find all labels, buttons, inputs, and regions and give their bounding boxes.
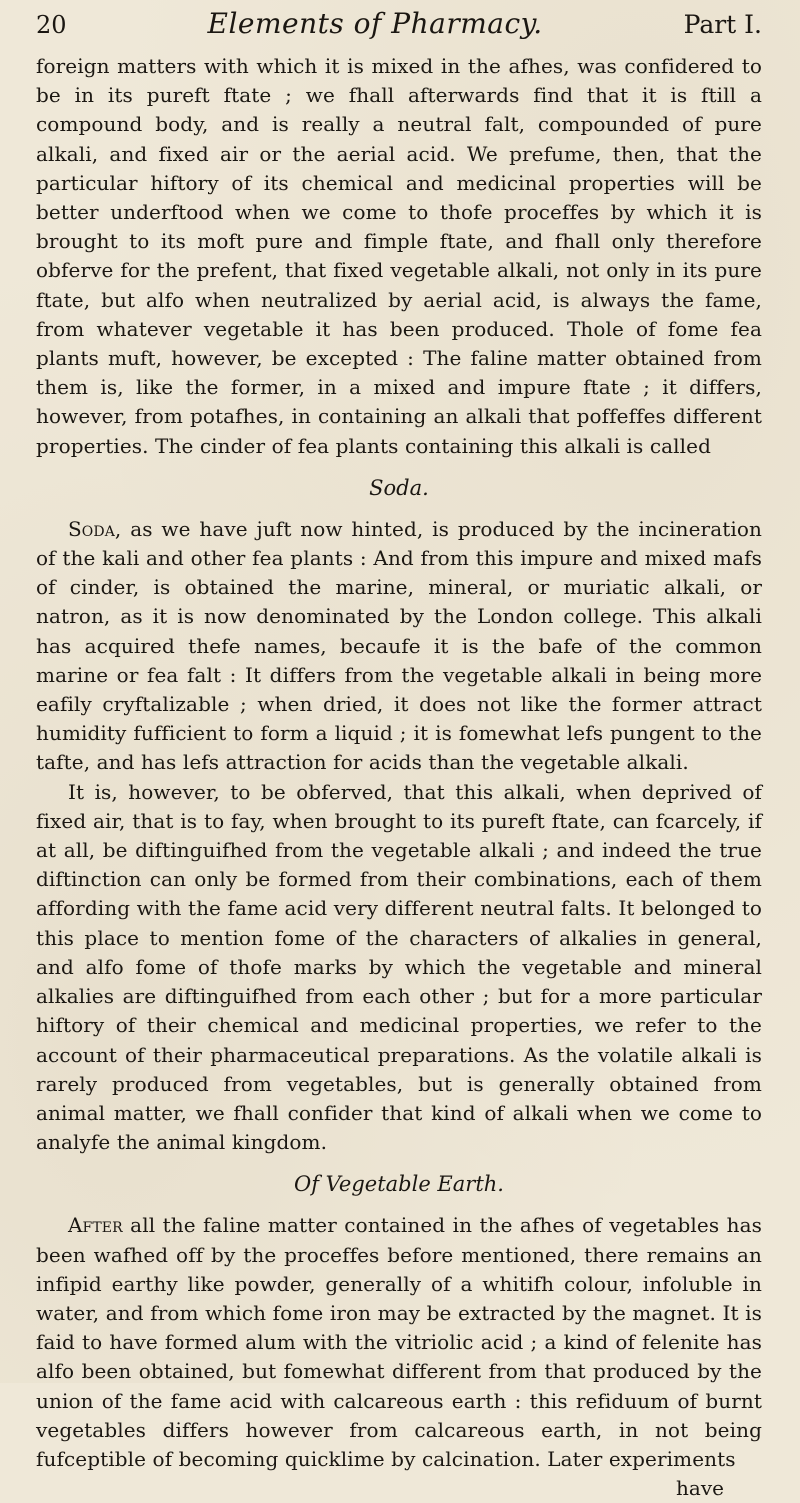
paragraph-potash: foreign matters with which it is mixed in the afhes, was confidered to be in its pureft ftate ; we fhall afterwards find that it is ftill a compound body, and is really a neutral falt, compounded of pure alkali, and fixed air or the aerial acid. We prefume, then, that the particular hiftory of its chemical and medicinal properties will be better underftood when we come to thofe proceffes by which it is brought to its moft pure and fimple ftate, and fhall only therefore obferve for the prefent, that fixed vegetable alkali, not only in its pure ftate, but alfo when neutralized by aerial acid, is always the fame, from whatever vegetable it has been produced. Thole of fome fea plants muft, however, be excepted : The faline matter obtained from them is, like the former, in a mixed and impure ftate ; it differs, however, from potafhes, in containing an alkali that poffeffes different properties. The cinder of fea plants containing this alkali is called xyxy=(36,54,762,458)
paragraph-soda-body: as we have juft now hinted, is produced by the incineration of the kali and other fea plants : And from this impure and mixed mafs of cinder, is obtained the marine, mineral, or muriatic alkali, or natron, as it is now denominated by the London college. This alkali has acquired thefe names, becaufe it is the bafe of the common marine or fea falt : It differs from the vegetable alkali in being more eafily cryftalizable ; when dried, it does not like the former attract humidity fufficient to form a liquid ; it is fomewhat lefs pungent to the tafte, and has lefs attraction for acids than the vegetable alkali. xyxy=(36,516,762,775)
paragraph-earth-body: all the faline matter contained in the afhes of vegetables has been wafhed off by the proceffes before mentioned, there remains an infipid earthy like powder, generally of a whitifh colour, infoluble in water, and from which fome iron may be extracted by the magnet. It is faid to have formed alum with the vitriolic acid ; a kind of felenite has alfo been obtained, but fomewhat different from that produced by the union of the fame acid with calcareous earth : this refiduum of burnt vegetables differs however from calcareous earth, in not being fufceptible of becoming quicklime by calcination. Later experiments xyxy=(36,1213,762,1471)
section-heading-vegetable-earth: Of Vegetable Earth. xyxy=(294,1172,504,1197)
catchword: have xyxy=(676,1476,724,1501)
paragraph-earth-lead: After xyxy=(68,1213,123,1238)
paragraph-soda-lead: Soda, xyxy=(68,516,122,541)
book-title: Elements of Pharmacy. xyxy=(207,7,543,40)
running-head xyxy=(36,8,762,44)
part-label: Part I. xyxy=(683,10,762,39)
paragraph-alkali-distinction: It is, however, to be obferved, that this alkali, when deprived of fixed air, that is to fay, when brought to its pureft ftate, can fcarcely, if at all, be diftinguifhed from the vegetable alkali ; and indeed the true diftinction can only be formed from their combinations, each of them affording with the fame acid very different neutral falts. It belonged to this place to mention fome of the characters of alkalies in general, and alfo fome of thofe marks by which the vegetable and mineral alkalies are diftinguifhed from each other ; but for a more particular hiftory of their chemical and medicinal properties, we refer to the account of their pharmaceutical preparations. As the volatile alkali is rarely produced from vegetables, but is generally obtained from animal matter, we fhall confider that kind of alkali when we come to analyfe the animal kingdom. xyxy=(36,779,762,1155)
section-heading-soda: Soda. xyxy=(369,475,429,500)
page-number: 20 xyxy=(36,11,67,39)
paragraph-vegetable-earth xyxy=(36,1211,762,1474)
paragraph-soda xyxy=(36,515,762,778)
